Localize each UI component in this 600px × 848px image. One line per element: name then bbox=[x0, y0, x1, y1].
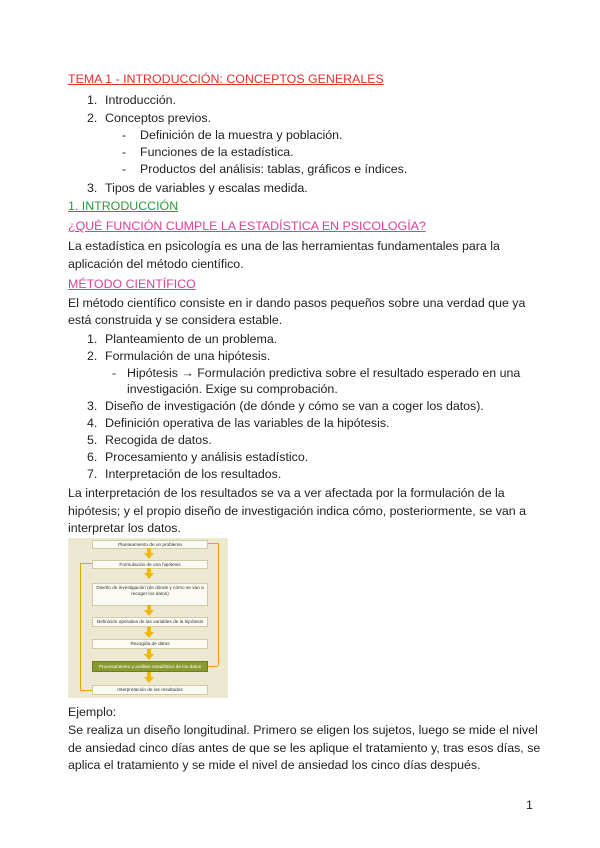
document-title: TEMA 1 - INTRODUCCIÓN: CONCEPTOS GENERALES bbox=[68, 72, 384, 86]
hypothesis-note-line: investigación. Exige su comprobación. bbox=[127, 382, 338, 396]
method-step: Interpretación de los resultados. bbox=[105, 467, 282, 481]
hypothesis-note-line: Hipótesis → Formulación predictiva sobre el resultado esperado en una bbox=[127, 366, 521, 380]
outline-item-3-number: 3. bbox=[87, 181, 98, 195]
method-step: Recogida de datos. bbox=[105, 433, 212, 447]
outline-subitem-1: Definición de la muestra y población. bbox=[140, 128, 343, 142]
subitem-bullet: - bbox=[112, 366, 117, 380]
step-number: 2. bbox=[87, 349, 98, 363]
flow-box-operational-definition: Definición operativa de las variables de la hipótesis bbox=[92, 617, 208, 627]
outline-item-1-number: 1. bbox=[87, 93, 98, 107]
outline-subitem-2: Funciones de la estadística. bbox=[140, 145, 294, 159]
method-step: Formulación de una hipótesis. bbox=[105, 349, 271, 363]
section-question: ¿QUÉ FUNCIÓN CUMPLE LA ESTADÍSTICA EN PSICOLOGÍA? bbox=[68, 219, 426, 233]
paragraph-line: La estadística en psicología es una de las herramientas fundamentales para la bbox=[68, 239, 500, 253]
flow-box-hypothesis: Formulación de una hipótesis bbox=[92, 560, 208, 569]
step-number: 3. bbox=[87, 399, 98, 413]
method-step: Procesamiento y análisis estadístico. bbox=[105, 450, 309, 464]
feedback-loop-line bbox=[80, 563, 81, 690]
flow-box-design: Diseño de investigación (de dónde y cómo se van a recoger los datos) bbox=[92, 583, 208, 606]
paragraph-line: La interpretación de los resultados se va a ver afectada por la formulación de la bbox=[68, 486, 505, 500]
step-number: 1. bbox=[87, 332, 98, 346]
method-step: Planteamiento de un problema. bbox=[105, 332, 278, 346]
flow-box-processing: Procesamiento y análisis estadístico de los datos bbox=[92, 661, 208, 672]
paragraph-line: está construida y se considera estable. bbox=[68, 313, 283, 327]
step-number: 7. bbox=[87, 467, 98, 481]
subitem-bullet: - bbox=[122, 145, 127, 159]
example-line: aplica el tratamiento y se mide el nivel de ansiedad los cinco días después. bbox=[68, 758, 481, 772]
step-number: 6. bbox=[87, 450, 98, 464]
page-number: 1 bbox=[526, 798, 533, 812]
example-line: de ansiedad cinco días antes de que se les aplique el tratamiento y, tras esos días, se bbox=[68, 741, 541, 755]
outline-item-1: Introducción. bbox=[105, 93, 176, 107]
paragraph-line: hipótesis; y el propio diseño de investigación indica cómo, posteriormente, se van a bbox=[68, 504, 527, 518]
flow-box-interpretation: Interpretación de los resultados bbox=[92, 685, 208, 695]
subitem-bullet: - bbox=[122, 128, 127, 142]
example-label: Ejemplo: bbox=[68, 705, 117, 719]
step-number: 5. bbox=[87, 433, 98, 447]
step-number: 4. bbox=[87, 416, 98, 430]
subitem-bullet: - bbox=[122, 162, 127, 176]
paragraph-line: aplicación del método científico. bbox=[68, 257, 244, 271]
paragraph-line: interpretar los datos. bbox=[68, 521, 181, 535]
outline-subitem-3: Productos del análisis: tablas, gráficos e índices. bbox=[140, 162, 408, 176]
paragraph-line: El método científico consiste en ir dando pasos pequeños sobre una verdad que ya bbox=[68, 296, 526, 310]
outline-item-3: Tipos de variables y escalas medida. bbox=[105, 181, 308, 195]
section-heading: 1. INTRODUCCIÓN bbox=[68, 199, 179, 213]
outline-item-2: Conceptos previos. bbox=[105, 111, 212, 125]
scientific-method-flowchart bbox=[68, 538, 228, 698]
example-line: Se realiza un diseño longitudinal. Primero se eligen los sujetos, luego se mide el nivel bbox=[68, 723, 538, 737]
feedback-loop-line bbox=[80, 690, 92, 691]
feedback-loop-line bbox=[218, 543, 219, 666]
method-step: Diseño de investigación (de dónde y cómo se van a coger los datos). bbox=[105, 399, 484, 413]
method-step: Definición operativa de las variables de la hipótesis. bbox=[105, 416, 390, 430]
method-heading: MÉTODO CIENTÍFICO bbox=[68, 277, 196, 291]
outline-item-2-number: 2. bbox=[87, 111, 98, 125]
flow-box-data-collection: Recogida de datos bbox=[92, 639, 208, 649]
feedback-loop-line bbox=[80, 563, 92, 564]
flow-box-problem: Planteamiento de un problema bbox=[92, 540, 208, 549]
